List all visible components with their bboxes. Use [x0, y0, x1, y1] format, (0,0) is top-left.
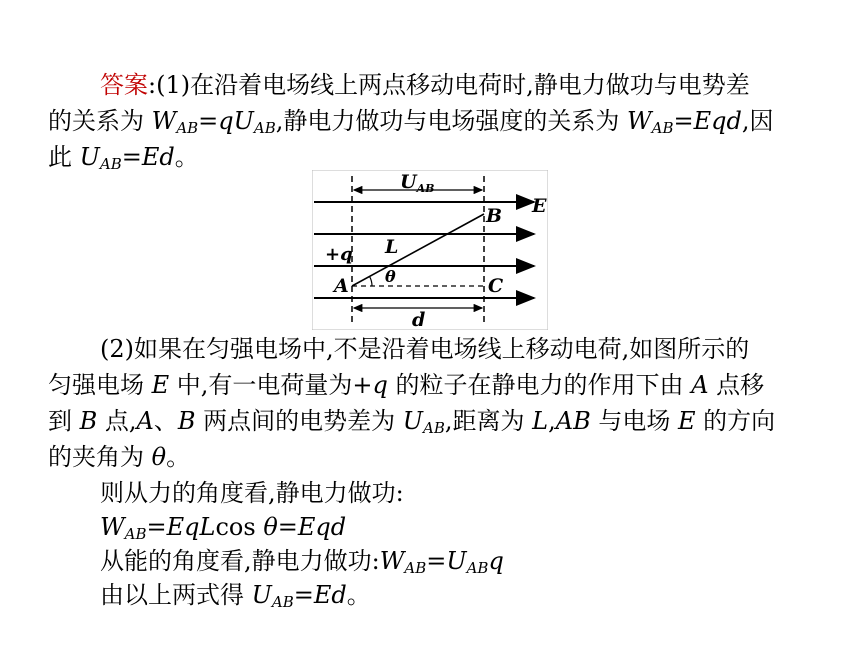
para2-line-2: 匀强电场 E 中,有一电荷量为+q 的粒子在静电力的作用下由 A 点移	[48, 371, 765, 399]
para2-line-4: 的夹角为 θ。	[48, 443, 191, 471]
b-label: B	[486, 205, 503, 227]
ab-segment	[352, 214, 484, 286]
answer-line-3: 此 $U_{AB}=Ed$。	[48, 143, 199, 173]
answer-line-1	[100, 70, 750, 100]
charge-label: +q	[325, 244, 353, 265]
answer-label: 答案	[100, 71, 148, 99]
para3-line-4: 由以上两式得 $U_{AB}=Ed$。	[100, 581, 371, 611]
l-label: L	[385, 236, 399, 258]
answer-line-2: 的关系为 $W_{AB}=qU_{AB}$,静电力做功与电场强度的关系为 $W_{AB}=Eqd$,因	[48, 107, 774, 137]
para3-line-3: 从能的角度看,静电力做功$:W_{AB}=U_{AB}q$	[100, 547, 504, 577]
d-label: d	[412, 309, 426, 330]
a-label: A	[334, 275, 349, 297]
e-label: E	[532, 195, 547, 217]
u-ab-label: $U_{AB}$	[400, 171, 435, 195]
theta-label: θ	[385, 267, 396, 286]
work-formula-force: $W_{AB}=EqLcos$ θ=Eqd	[100, 513, 347, 543]
electric-field-diagram	[312, 170, 548, 330]
para2-line-1: (2)如果在匀强电场中,不是沿着电场线上移动电荷,如图所示的	[100, 335, 750, 363]
p1-text-1: :(1)在沿着电场线上两点移动电荷时,静电力做功与电势差	[148, 71, 750, 99]
c-label: C	[488, 275, 504, 297]
theta-arc	[370, 277, 372, 287]
para2-line-3: 到 B 点,A、B 两点间的电势差为 $U_{AB}$,距离为 L,AB 与电场 E 的方向	[48, 407, 776, 437]
para3-line-1: 则从力的角度看,静电力做功:	[100, 479, 404, 507]
